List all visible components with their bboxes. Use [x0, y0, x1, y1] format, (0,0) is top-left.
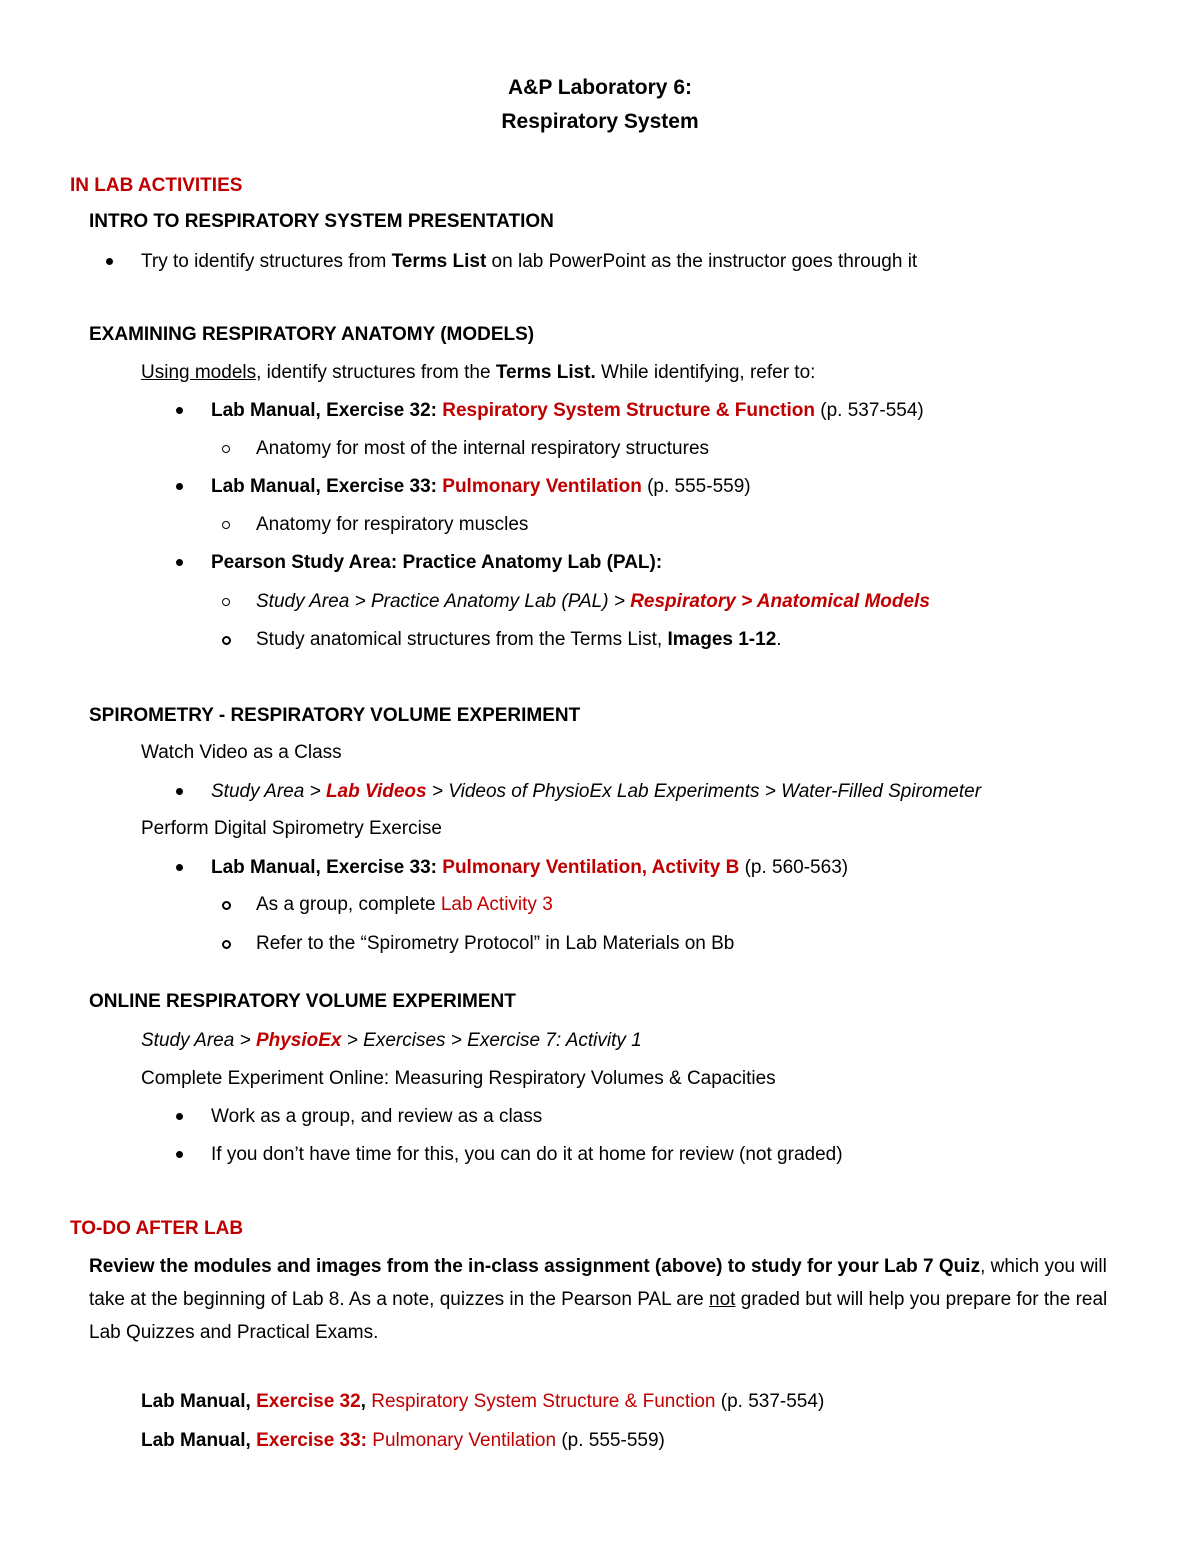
exercise-title: Respiratory System Structure & Function: [442, 400, 815, 421]
page-range: (p. 537-554): [715, 1391, 825, 1412]
models-sub-1: Anatomy for most of the internal respiratory structures: [256, 438, 710, 459]
document-title-line2: Respiratory System: [501, 110, 699, 133]
in-lab-heading: IN LAB ACTIVITIES: [70, 175, 243, 196]
models-heading: EXAMINING RESPIRATORY ANATOMY (MODELS): [89, 324, 535, 345]
perform-exercise: Perform Digital Spirometry Exercise: [141, 818, 442, 839]
models-bullet-3: Pearson Study Area: Practice Anatomy Lab (PAL):: [211, 552, 663, 573]
bullet-icon: [176, 1151, 183, 1158]
exercise-title: Pulmonary Ventilation: [442, 476, 642, 497]
online-path: [141, 1029, 642, 1053]
online-heading: ONLINE RESPIRATORY VOLUME EXPERIMENT: [89, 991, 516, 1012]
circle-bullet-icon: [222, 636, 231, 645]
text: graded but will help you prepare for the real Lab Quizzes and Practical Exams.: [89, 1289, 1108, 1343]
exercise-title: Pulmonary Ventilation, Activity B: [442, 857, 740, 878]
text: Lab Manual, Exercise 33:: [211, 857, 443, 878]
text: Try to identify structures from: [141, 251, 392, 272]
watch-video: Watch Video as a Class: [141, 742, 342, 763]
video-path: [211, 780, 981, 804]
text: , identify structures from the: [256, 362, 496, 383]
circle-bullet-icon: [222, 940, 231, 949]
exercise-number: Exercise 33:: [256, 1430, 367, 1451]
online-bullet-1: Work as a group, and review as a class: [211, 1106, 543, 1127]
text: Review the modules and images from the in-class assignment (above) to study for your Lab 7 Quiz: [89, 1256, 981, 1277]
spirometry-sub-1: [256, 893, 553, 917]
text: Study anatomical structures from the Terms List,: [256, 629, 668, 650]
text: .: [776, 629, 782, 650]
models-lead: [141, 361, 815, 385]
terms-list-ref: Terms List.: [495, 362, 596, 383]
text: ,: [360, 1391, 372, 1412]
circle-bullet-icon: [222, 445, 230, 453]
text: > Exercises > Exercise 7: Activity 1: [341, 1030, 642, 1051]
text: not: [709, 1289, 736, 1310]
spirometry-bullet: [211, 856, 848, 880]
text: Lab Manual, Exercise 33:: [211, 476, 443, 497]
page-range: (p. 555-559): [556, 1430, 665, 1451]
pal-path: Respiratory > Anatomical Models: [630, 591, 930, 612]
bullet-icon: [176, 1113, 183, 1120]
exercise-title: Respiratory System Structure & Function: [371, 1391, 716, 1412]
text: Lab Manual,: [141, 1430, 257, 1451]
exercise-title: Pulmonary Ventilation: [372, 1430, 557, 1451]
exercise-number: Exercise 32: [256, 1391, 361, 1412]
text: Lab Manual, Exercise 32:: [211, 400, 443, 421]
text: on lab PowerPoint as the instructor goes through it: [486, 251, 918, 272]
lab-videos-ref: Lab Videos: [325, 781, 427, 802]
page-range: (p. 537-554): [814, 400, 924, 421]
text: While identifying, refer to:: [595, 362, 816, 383]
text: Study Area >: [211, 781, 326, 802]
online-complete: Complete Experiment Online: Measuring Respiratory Volumes & Capacities: [141, 1068, 776, 1089]
circle-bullet-icon: [222, 901, 231, 910]
page-range: (p. 560-563): [739, 857, 849, 878]
document-title-line1: A&P Laboratory 6:: [508, 76, 692, 99]
text: Study Area > Practice Anatomy Lab (PAL) >: [256, 591, 631, 612]
bullet-icon: [176, 788, 183, 795]
circle-bullet-icon: [222, 598, 230, 606]
models-sub-4: [256, 628, 782, 652]
lab-activity-ref: Lab Activity 3: [440, 894, 553, 915]
spirometry-heading: SPIROMETRY - RESPIRATORY VOLUME EXPERIMENT: [89, 705, 581, 726]
images-range: Images 1-12: [667, 629, 777, 650]
text: As a group, complete: [256, 894, 441, 915]
bullet-icon: [176, 864, 183, 871]
bullet-icon: [106, 258, 113, 265]
models-bullet-1: [211, 399, 924, 423]
text: , which you will take at the beginning of Lab 8. As a note, quizzes in the Pearson PAL are: [89, 1256, 1107, 1310]
reference-1: [141, 1390, 824, 1414]
bullet-icon: [176, 407, 183, 414]
after-lab-paragraph: [89, 1250, 1129, 1349]
circle-bullet-icon: [222, 521, 230, 529]
text: Study Area >: [141, 1030, 256, 1051]
spirometry-sub-2: Refer to the “Spirometry Protocol” in Lab Materials on Bb: [256, 933, 735, 954]
models-sub-2: Anatomy for respiratory muscles: [256, 514, 529, 535]
text: Lab Manual,: [141, 1391, 257, 1412]
intro-heading: INTRO TO RESPIRATORY SYSTEM PRESENTATION: [89, 211, 554, 232]
text: > Videos of PhysioEx Lab Experiments > Water-Filled Spirometer: [426, 781, 982, 802]
physioex-ref: PhysioEx: [255, 1030, 342, 1051]
page-range: (p. 555-559): [641, 476, 751, 497]
reference-2: [141, 1429, 665, 1453]
bullet-icon: [176, 559, 183, 566]
after-lab-heading: TO-DO AFTER LAB: [70, 1218, 244, 1239]
text: Using models: [141, 362, 257, 383]
bullet-icon: [176, 483, 183, 490]
terms-list-ref: Terms List: [391, 251, 487, 272]
intro-bullet: [141, 250, 917, 274]
online-bullet-2: If you don’t have time for this, you can do it at home for review (not graded): [211, 1144, 843, 1165]
models-bullet-2: [211, 475, 751, 499]
models-sub-3: [256, 590, 930, 614]
